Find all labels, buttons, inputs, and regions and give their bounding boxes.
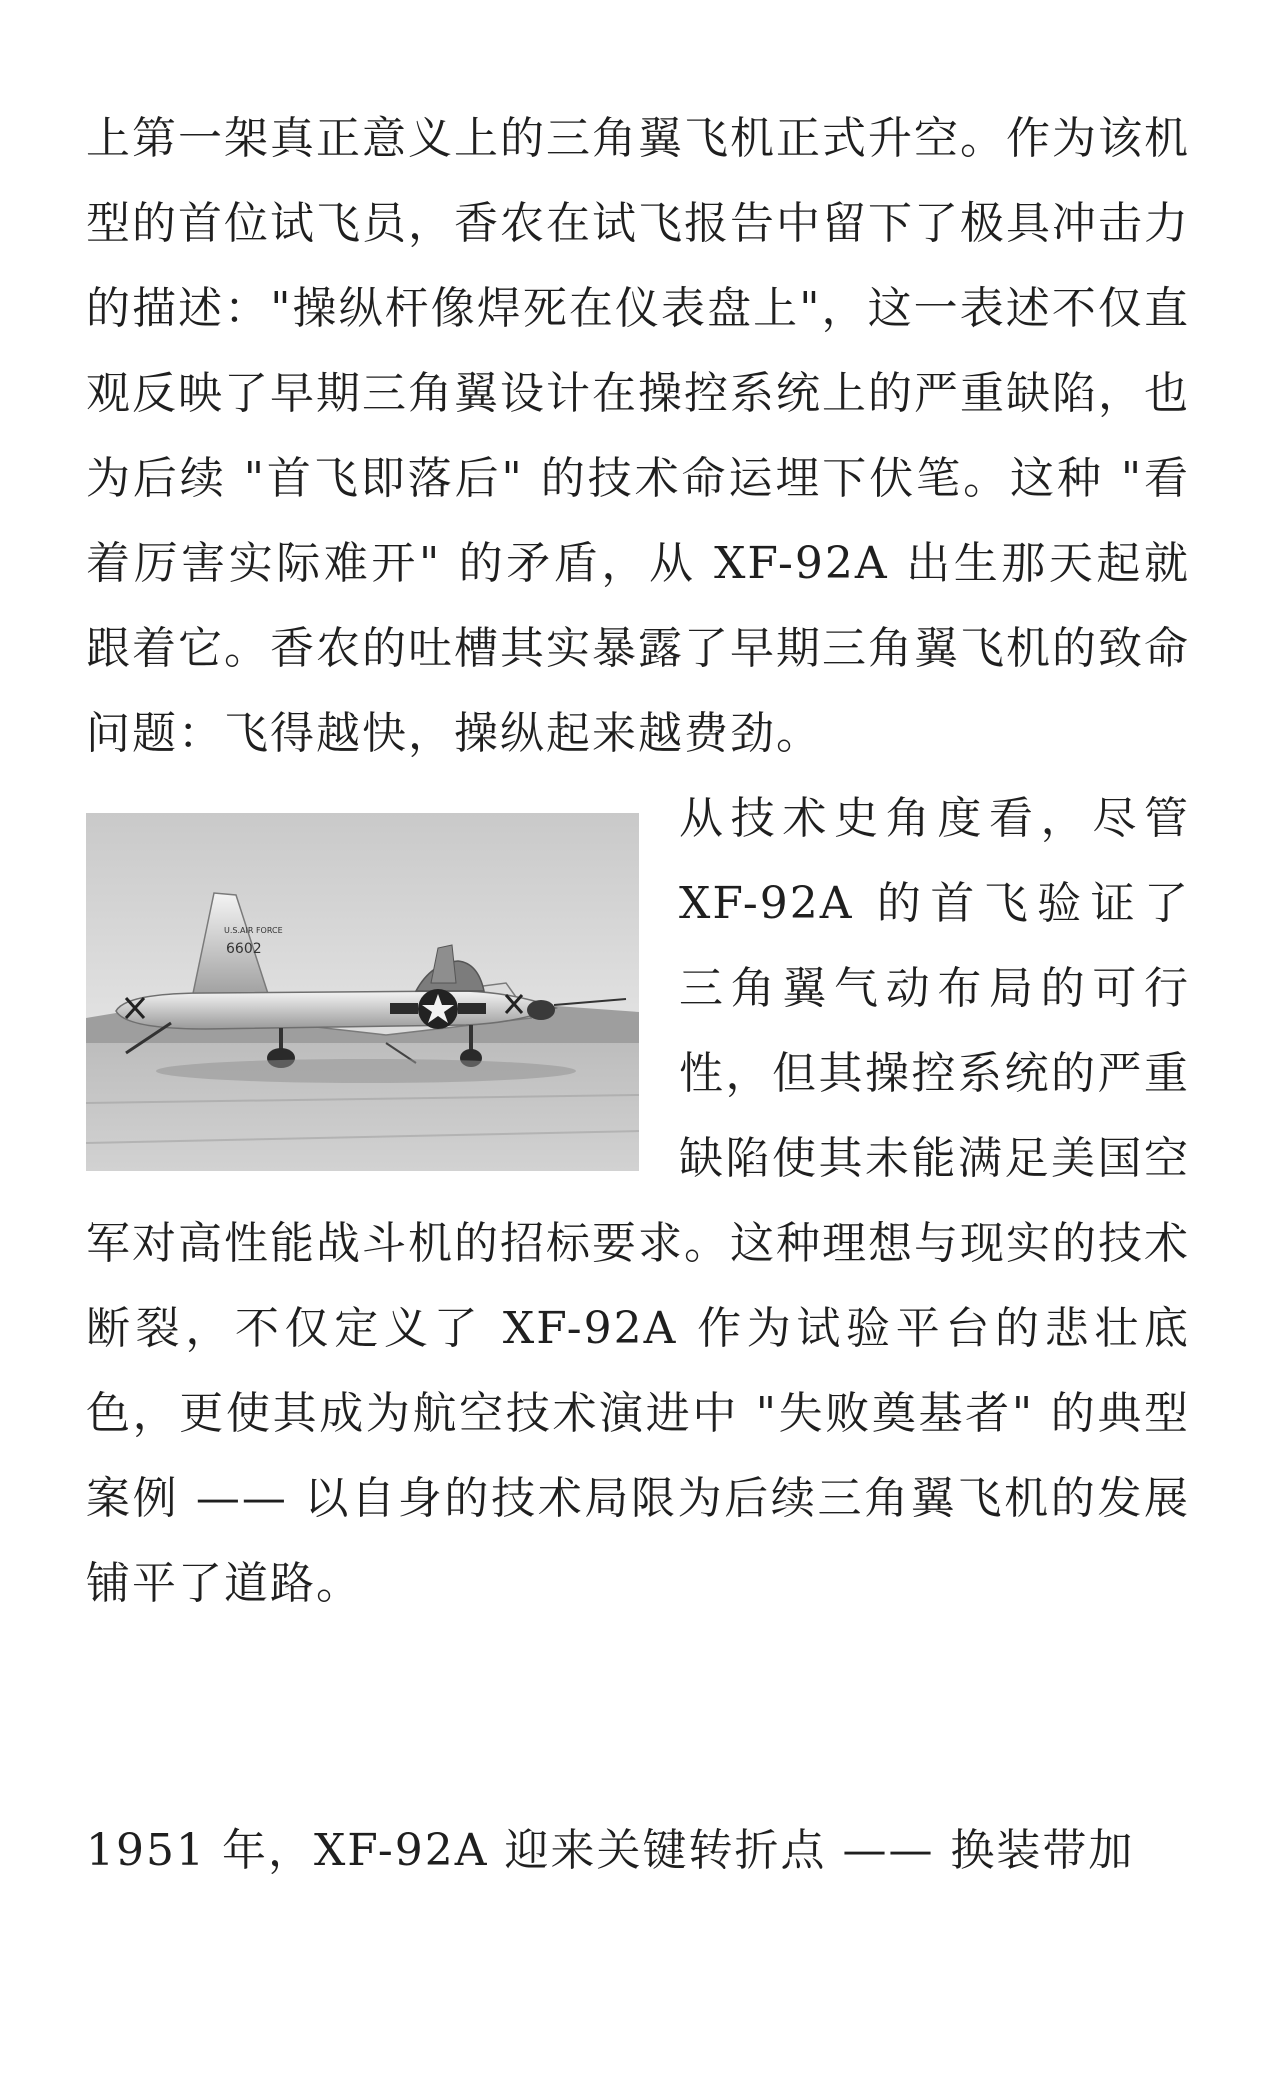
paragraph-1: 上第一架真正意义上的三角翼飞机正式升空。作为该机型的首位试飞员，香农在试飞报告中留下了极具冲击力的描述："操纵杆像焊死在仪表盘上"，这一表述不仅直观反映了早期三角翼设计在操控系统上的严重缺陷，也为后续 "首飞即落后" 的技术命运埋下伏笔。这种 "看着厉害实际难开" 的矛盾，从 XF-92A 出生那天起就跟着它。香农的吐槽其实暴露了早期三角翼飞机的致命问题：飞得越快，操纵起来越费劲。	[86, 113, 1190, 759]
article-body	[86, 0, 1190, 1893]
paragraph-2: 从技术史角度看，尽管 XF-92A 的首飞验证了三角翼气动布局的可行性，但其操控系统的严重缺陷使其未能满足美国空军对高性能战斗机的招标要求。这种理想与现实的技术断裂，不仅定义了 XF-92A 作为试验平台的悲壮底色，更使其成为航空技术演进中 "失败奠基者" 的典型案例 —— 以自身的技术局限为后续三角翼飞机的发展铺平了道路。	[86, 793, 1190, 1609]
aircraft-photo-illustration	[86, 813, 639, 1171]
paragraph-2-container	[86, 776, 1190, 1626]
tail-text-2: 6602	[226, 941, 262, 957]
xf92a-photo	[86, 813, 639, 1171]
paragraph-3: 1951 年，XF-92A 迎来关键转折点 —— 换装带加	[86, 1825, 1135, 1876]
tail-text-1: U.S.AIR FORCE	[224, 926, 283, 935]
